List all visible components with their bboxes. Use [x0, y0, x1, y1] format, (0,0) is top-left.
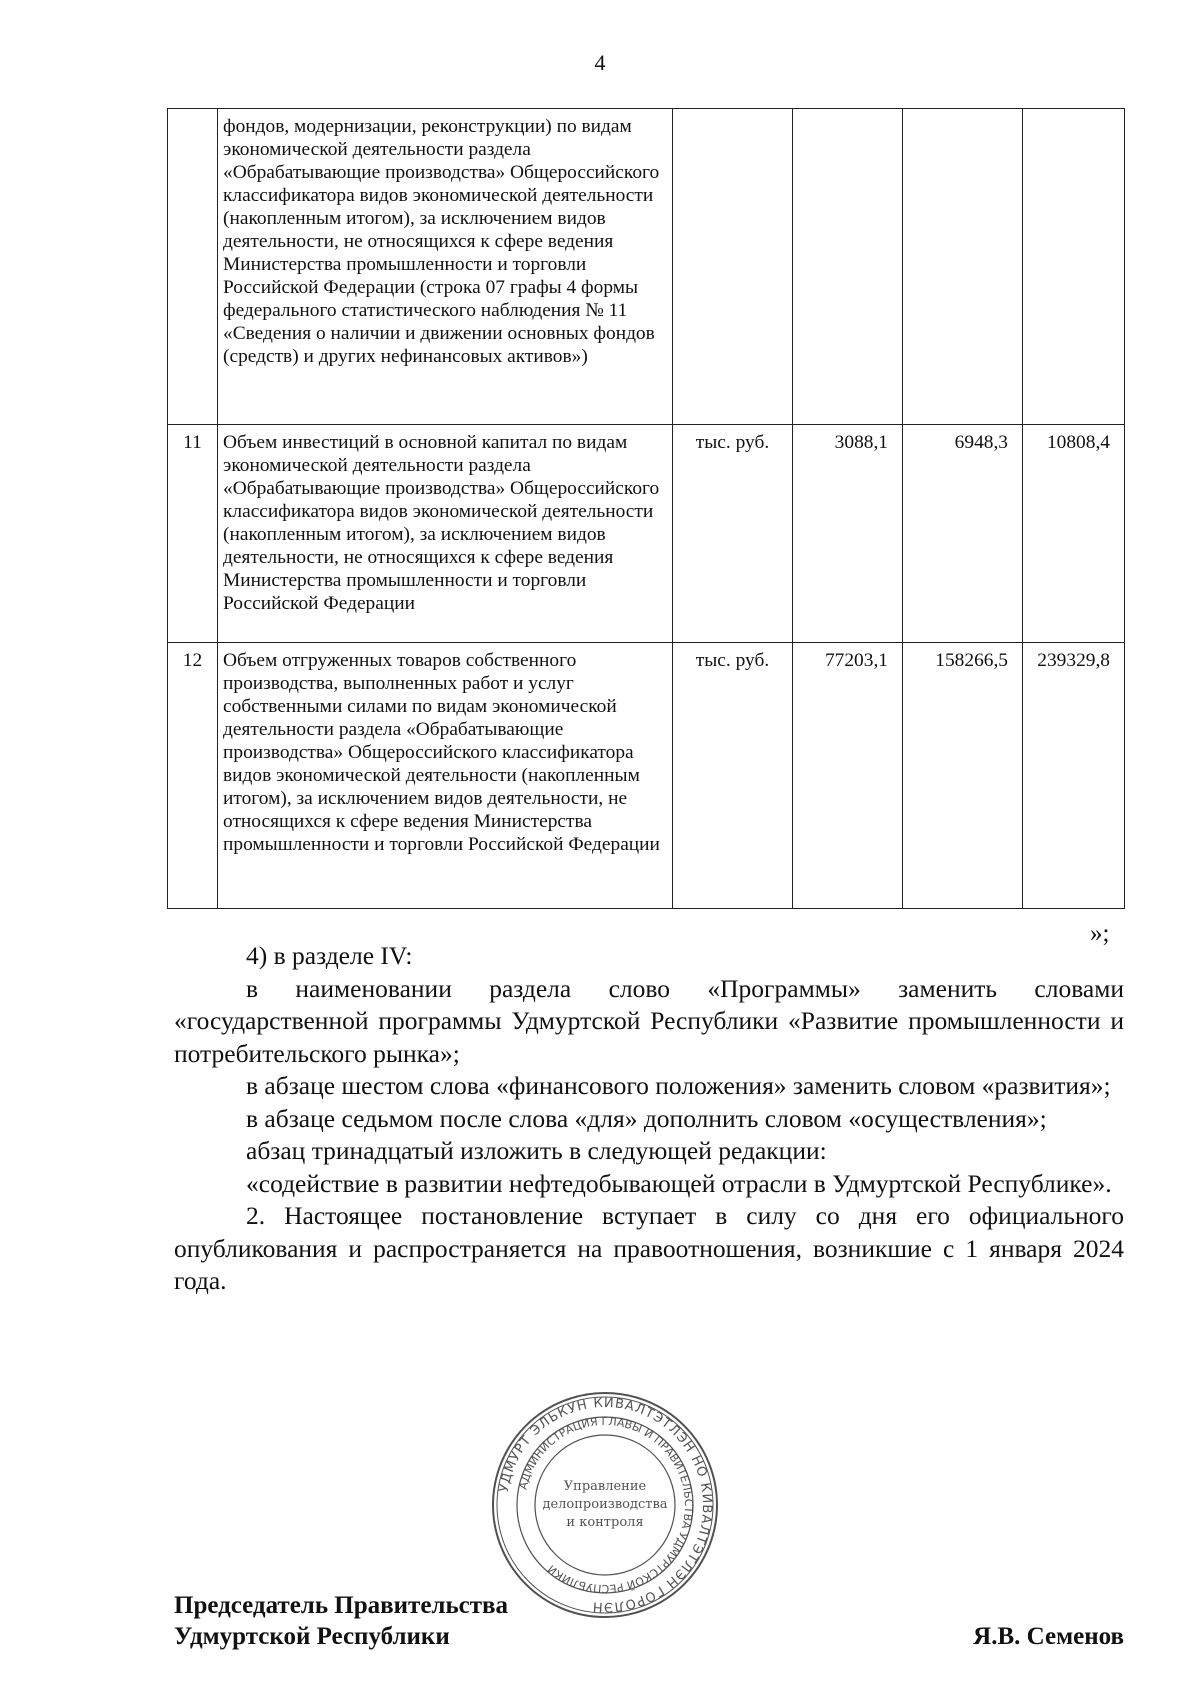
paragraph: «содействие в развитии нефтедобывающей отрасли в Удмуртской Республике». — [246, 1168, 1112, 1198]
seal-outer-text: УДМУРТ ЭЛЬКУН КИВАЛТЭТЛЭН НО КИВАЛТЭТЛЭН ГОРОЛЭН — [496, 1395, 715, 1615]
unit-cell: тыс. руб. — [673, 425, 793, 643]
indicator-name: фондов, модернизации, реконструкции) по видам экономической деятельности раздела «Обрабатывающие производства» Общероссийского классификатора видов экономической деятельности (накопленным итогом), за исключением видов деятельности, не относящихся к сфере ведения Министерства промышленности и торговли Российской Федерации (строка 07 графы 4 формы федерального статистического наблюдения № 11 «Сведения о наличии и движении основных фондов (средств) и других нефинансовых активов») — [218, 109, 673, 425]
paragraph: в наименовании раздела слово «Программы» заменить словами «государственной программы Удмуртской Республики «Развитие промышленности и потребительского рынка»; — [174, 973, 1124, 1068]
table-row — [168, 425, 1125, 643]
table-row — [168, 643, 1125, 909]
indicators-table — [167, 108, 1125, 909]
value-cell-1: 77203,1 — [793, 643, 903, 909]
paragraph: абзац тринадцатый изложить в следующей редакции: — [246, 1136, 827, 1165]
paragraph: в абзаце шестом слова «финансового положения» заменить словом «развития»; — [246, 1071, 1111, 1100]
signature-block — [174, 1590, 1124, 1670]
value-cell-1: 3088,1 — [793, 425, 903, 643]
table-row — [168, 109, 1125, 425]
indicator-name: Объем инвестиций в основной капитал по видам экономической деятельности раздела «Обрабатывающие производства» Общероссийского классификатора видов экономической деятельности (накопленным итогом), за исключением видов деятельности, не относящихся к сфере ведения Министерства промышленности и торговли Российской Федерации — [218, 425, 673, 643]
seal-center-line-2: делопроизводства — [542, 1497, 668, 1512]
seal-middle-text: АДМИНИСТРАЦИЯ ГЛАВЫ И ПРАВИТЕЛЬСТВА УДМУРТСКОЙ РЕСПУБЛИКИ — [516, 1414, 696, 1596]
value-cell-1 — [793, 109, 903, 425]
row-number: 11 — [168, 425, 218, 643]
value-cell-3: 10808,4 — [1023, 425, 1125, 643]
paragraph: 2. Настоящее постановление вступает в силу со дня его официального опубликования и распространяется на правоотношения, возникшие с 1 января 2024 года. — [174, 1201, 1124, 1295]
signatory-name: Я.В. Семенов — [973, 1623, 1124, 1650]
signatory-title-line-2: Удмуртской Республики — [174, 1623, 450, 1650]
paragraph: 4) в разделе IV: — [246, 941, 413, 970]
indicator-name: Объем отгруженных товаров собственного производства, выполненных работ и услуг собственными силами по видам экономической деятельности раздела «Обрабатывающие производства» Общероссийского классификатора видов экономической деятельности (накопленным итогом), за исключением видов деятельности, не относящихся к сфере ведения Министерства промышленности и торговли Российской Федерации — [218, 643, 673, 909]
seal-center-line-1: Управление — [563, 1479, 647, 1494]
value-cell-2 — [903, 109, 1023, 425]
row-number: 12 — [168, 643, 218, 909]
value-cell-3: 239329,8 — [1023, 643, 1125, 909]
paragraph: в абзаце седьмом после слова «для» дополнить словом «осуществления»; — [246, 1103, 1047, 1133]
value-cell-2: 158266,5 — [903, 643, 1023, 909]
signatory-title-line-1: Председатель Правительства — [174, 1592, 509, 1619]
page-number: 4 — [594, 50, 606, 75]
unit-cell: тыс. руб. — [673, 643, 793, 909]
closing-quote: »; — [1090, 920, 1110, 947]
amendment-text — [174, 940, 1124, 1298]
row-number — [168, 109, 218, 425]
official-seal — [490, 1390, 720, 1620]
unit-cell — [673, 109, 793, 425]
seal-center-line-3: и контроля — [566, 1515, 644, 1530]
value-cell-3 — [1023, 109, 1125, 425]
value-cell-2: 6948,3 — [903, 425, 1023, 643]
